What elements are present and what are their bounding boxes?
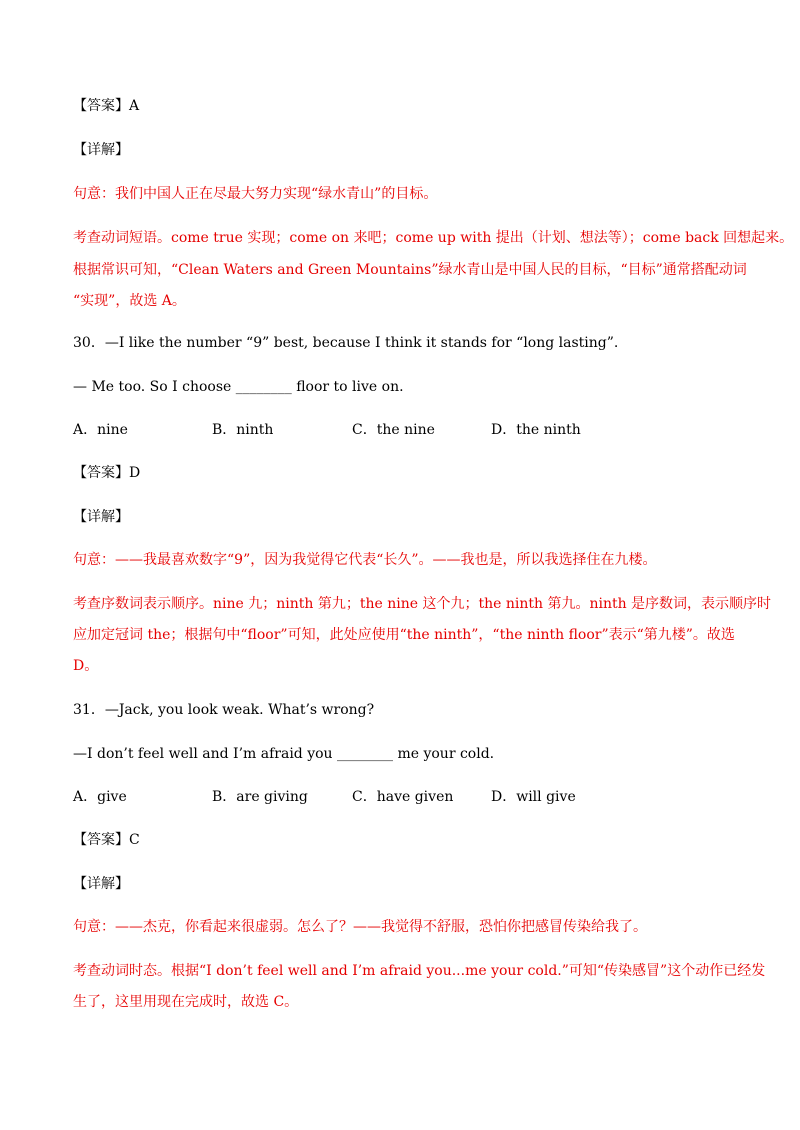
analysis-line: 考查动词短语。come true 实现；come on 来吧；come up with 提出（计划、想法等）；come back 回想起来。 xyxy=(73,230,794,246)
analysis-line: 生了，这里用现在完成时，故选 C。 xyxy=(73,994,299,1010)
analysis-line: 根据常识可知，“Clean Waters and Green Mountains”绿水青山是中国人民的目标，“目标”通常搭配动词 xyxy=(73,262,747,278)
option-b: B．ninth xyxy=(212,422,274,438)
sentence-meaning: 句意：我们中国人正在尽最大努力实现“绿水青山”的目标。 xyxy=(73,186,438,202)
option-a: A．nine xyxy=(73,422,128,438)
sentence-meaning: 句意：——杰克，你看起来很虚弱。怎么了？——我觉得不舒服，恐怕你把感冒传染给我了。 xyxy=(73,919,647,935)
option-b: B．are giving xyxy=(212,789,308,805)
analysis-line: D。 xyxy=(73,658,99,674)
analysis-line: 应加定冠词 the；根据句中“floor”可知，此处应使用“the ninth”，“the ninth floor”表示“第九楼”。故选 xyxy=(73,627,735,643)
question-text: 30．—I like the number “9” best, because I think it stands for “long lasting”. xyxy=(73,335,619,351)
detail-label: 【详解】 xyxy=(73,876,129,892)
question-text: 31．—Jack, you look weak. What’s wrong? xyxy=(73,702,375,718)
option-a: A．give xyxy=(73,789,127,805)
option-d: D．the ninth xyxy=(491,422,581,438)
sentence-meaning: 句意：——我最喜欢数字“9”，因为我觉得它代表“长久”。——我也是，所以我选择住在九楼。 xyxy=(73,552,657,568)
option-c: C．have given xyxy=(352,789,454,805)
option-d: D．will give xyxy=(491,789,576,805)
analysis-line: “实现”，故选 A。 xyxy=(73,293,186,309)
answer-label: 【答案】A xyxy=(73,98,140,114)
question-text: — Me too. So I choose ________ floor to live on. xyxy=(73,379,404,395)
detail-label: 【详解】 xyxy=(73,142,129,158)
question-text: —I don’t feel well and I’m afraid you ________ me your cold. xyxy=(73,746,495,762)
analysis-line: 考查序数词表示顺序。nine 九；ninth 第九；the nine 这个九；the ninth 第九。ninth 是序数词，表示顺序时 xyxy=(73,596,772,612)
option-c: C．the nine xyxy=(352,422,435,438)
answer-label: 【答案】C xyxy=(73,832,140,848)
analysis-line: 考查动词时态。根据“I don’t feel well and I’m afraid you...me your cold.”可知“传染感冒”这个动作已经发 xyxy=(73,963,766,979)
answer-label: 【答案】D xyxy=(73,465,141,481)
detail-label: 【详解】 xyxy=(73,509,129,525)
